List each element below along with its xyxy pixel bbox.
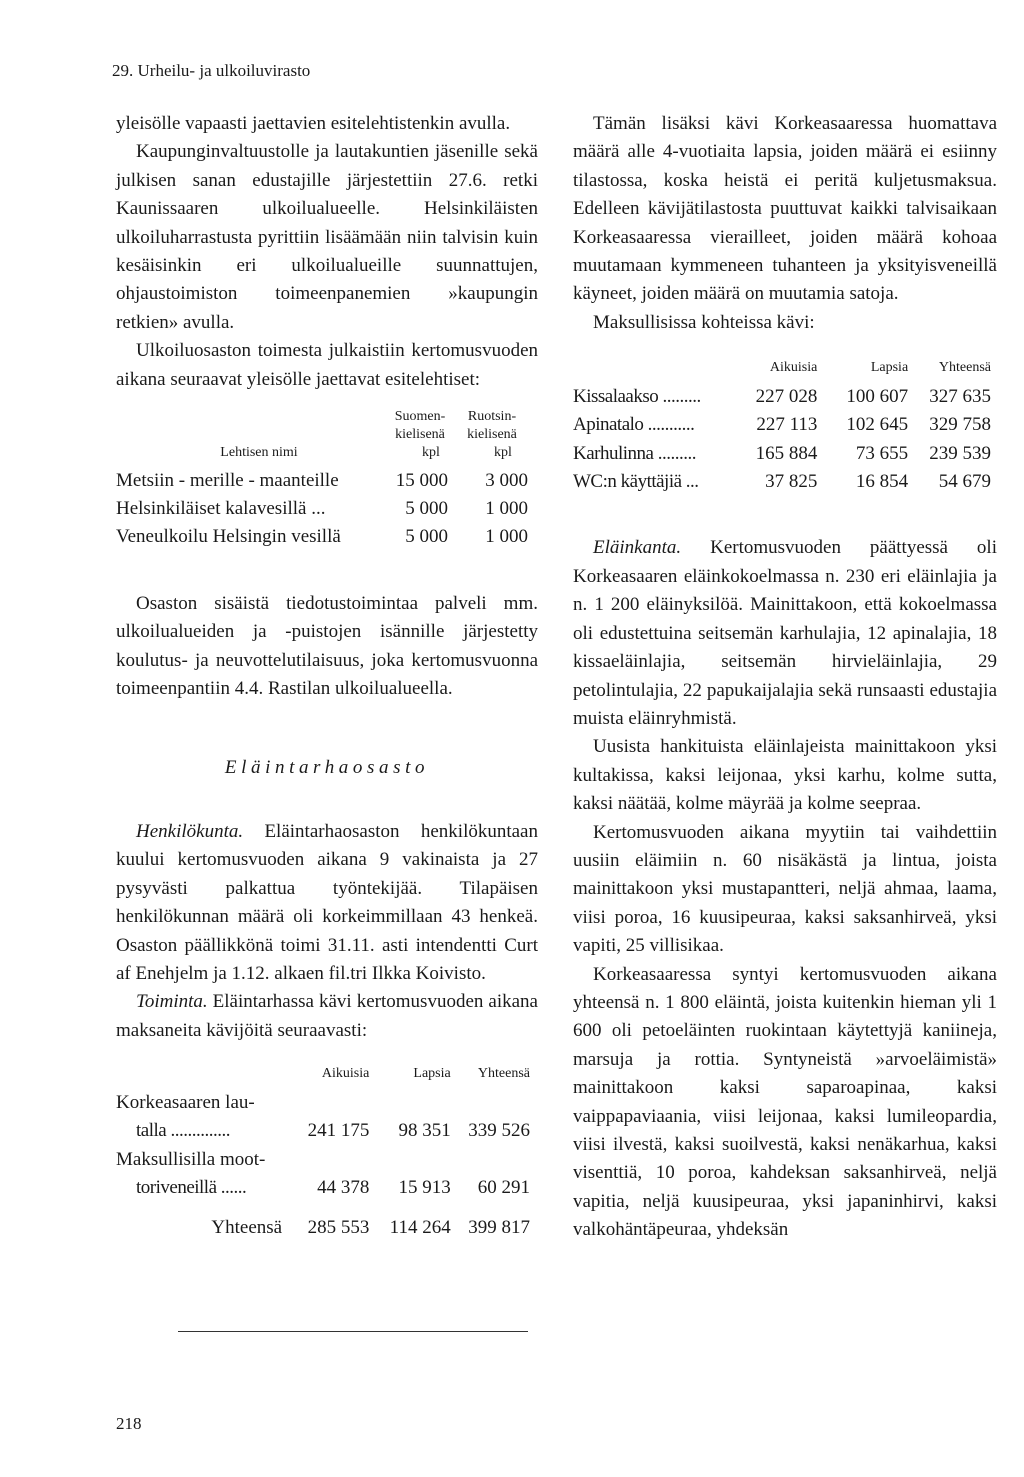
site-total: 239 539 — [929, 442, 991, 464]
site-name: Karhulinna ......... — [573, 442, 696, 464]
visitors-value: 44 378 — [317, 1176, 370, 1198]
lead-toiminta: Toiminta. — [136, 991, 208, 1013]
site-children: 102 645 — [846, 414, 909, 436]
sites-header-adults: Aikuisia — [769, 360, 818, 376]
left-paragraph-5 — [116, 818, 538, 988]
table-row — [116, 495, 528, 523]
visitors-value: 60 291 — [477, 1176, 530, 1198]
visitors-value: 98 351 — [398, 1120, 451, 1142]
leaflet-sv: 3 000 — [485, 469, 528, 491]
site-name: WC:n käyttäjiä ... — [573, 471, 699, 493]
leaflet-name: Helsinkiläiset kalavesillä ... — [116, 498, 326, 520]
right-paragraph-4: Uusista hankituista eläinlajeista mainittakoon yksi kultakissa, kaksi leijonaa, yksi karhu, kolme sutta, kaksi näätää, kolme mäyrää ja kolme seepraa. — [573, 736, 997, 815]
table-row — [116, 1174, 530, 1202]
visitors-row-1-label-a: Korkeasaaren lau- — [116, 1091, 255, 1113]
right-paragraph-1: Tämän lisäksi kävi Korkeasaaressa huomattava määrä alle 4-vuotiaita lapsia, joiden määrä ei esiinny tilastossa, koska heistä ei peritä kuljetusmaksua. Edelleen kävijätilastosta puuttuvat kaikki talvisaikaan Korkeasaaressa vierailleet, joiden määrä kohoaa muutamaan kymmeneen tuhanteen ja yksityisveneillä käyneet, joiden määrä on muutamia satoja. — [573, 113, 997, 305]
visitors-table — [116, 1057, 530, 1242]
leaflets-table — [116, 408, 528, 552]
visitors-total: 285 553 — [307, 1216, 370, 1238]
leaflet-name: Metsiin - merille - maanteille — [116, 469, 339, 491]
left-paragraph-1: yleisölle vapaasti jaettavien esitelehtistenkin avulla. — [116, 113, 511, 134]
visitors-total: 114 264 — [389, 1216, 451, 1238]
left-paragraph-2: Kaupunginvaltuustolle ja lautakuntien jäsenille sekä julkisen sanan edustajille järjestettiin 27.6. retki Kaunissaaren ulkoilualueelle. Helsinkiläisten ulkoiluharrastusta pyrittiin lisäämään niin talvisin kuin kesäisinkin eri ulkoilualueille suunnattujen, ohjaustoimiston toimeenpanemien »kaupungin retkien» avulla. — [116, 141, 538, 333]
visitors-total: 399 817 — [468, 1216, 530, 1238]
site-children: 73 655 — [855, 442, 909, 464]
site-adults: 227 113 — [756, 414, 818, 436]
visitors-row-1-label-b: talla .............. — [136, 1120, 230, 1142]
visitors-row-2-label-b: toriveneillä ...... — [136, 1176, 247, 1198]
site-total: 54 679 — [938, 471, 991, 493]
table-row — [573, 468, 991, 496]
sites-header-children: Lapsia — [870, 360, 909, 376]
site-adults: 165 884 — [755, 442, 818, 464]
leaflet-fi: 5 000 — [405, 526, 448, 548]
visitors-value: 241 175 — [307, 1120, 370, 1142]
section-title-text: Eläintarhaosasto — [224, 756, 430, 778]
left-paragraph-6-text: Eläintarhassa kävi kertomusvuoden aikana maksaneita kävijöitä seuraavasti: — [116, 991, 538, 1041]
table-row — [573, 411, 991, 439]
sites-header-total: Yhteensä — [938, 360, 991, 376]
lead-elainkanta: Eläinkanta. — [593, 537, 682, 559]
section-title — [116, 754, 538, 782]
right-column — [573, 110, 997, 1245]
visitors-value: 15 913 — [398, 1176, 451, 1198]
table-row — [116, 1202, 530, 1242]
table-row — [116, 462, 528, 495]
table-row — [116, 523, 528, 551]
sites-table — [573, 351, 991, 496]
right-paragraph-3-text: Kertomusvuoden päättyessä oli Korkeasaaren eläinkokoelmassa n. 230 eri eläinlajia ja n. 1 200 eläinyksilöä. Mainittakoon, että kokoelmassa oli edustettuina seitsemän karhulajia, 12 apinalajia, 18 kissaeläinlajia, seitsemän hirvieläinlajia, 29 petolintulajia, 22 papukaijalajia sekä runsaasti edustajia muista eläinryhmistä. — [573, 537, 997, 729]
leaflets-unit-sv: kpl — [494, 445, 512, 461]
left-paragraph-4: Osaston sisäistä tiedotustoimintaa palveli mm. ulkoilualueiden ja -puistojen isännille järjestetty koulutus- ja neuvottelutilaisuus, joka kertomusvuonna toimeenpantiin 4.4. Rastilan ulkoilualueella. — [116, 592, 538, 700]
visitors-total-label: Yhteensä — [211, 1216, 283, 1238]
leaflet-fi: 15 000 — [395, 469, 448, 491]
leaflets-header-name: Lehtisen nimi — [220, 445, 298, 461]
left-column — [116, 110, 538, 1242]
left-paragraph-6 — [116, 988, 538, 1045]
site-name: Apinatalo ........... — [573, 414, 695, 436]
leaflet-sv: 1 000 — [485, 526, 528, 548]
site-total: 329 758 — [929, 414, 991, 436]
table-row — [116, 1117, 530, 1145]
right-paragraph-2: Maksullisissa kohteissa kävi: — [593, 311, 815, 333]
site-adults: 227 028 — [755, 385, 818, 407]
right-paragraph-5: Kertomusvuoden aikana myytiin tai vaihdettiin uusiin eläimiin n. 60 nisäkästä ja lintua, joista mainittakoon yksi mustapantteri, neljä ahmaa, laama, viisi poroa, 16 kuusipeuraa, kaksi saksanhirveä, yksi vapiti, 25 villisikaa. — [573, 821, 997, 957]
leaflet-fi: 5 000 — [405, 498, 448, 520]
table-row — [573, 440, 991, 468]
left-paragraph-3: Ulkoiluosaston toimesta julkaistiin kertomusvuoden aikana seuraavat yleisölle jaettavat esitelehtiset: — [116, 340, 538, 390]
visitors-header-adults: Aikuisia — [321, 1066, 370, 1082]
leaflet-sv: 1 000 — [485, 498, 528, 520]
left-paragraph-5-text: Eläintarhaosaston henkilökuntaan kuului kertomusvuoden aikana 9 vakinaista ja 27 pysyvästi palkattua työntekijää. Tilapäisen henkilökunnan määrä oli korkeimmillaan 43 henkeä. Osaston päällikkönä toimi 31.11. asti intendentti Curt af Enehjelm ja 1.12. alkaen fil.tri Ilkka Koivisto. — [116, 820, 538, 984]
total-rule — [178, 1331, 528, 1332]
site-adults: 37 825 — [765, 471, 818, 493]
running-head: 29. Urheilu- ja ulkoiluvirasto — [112, 61, 311, 80]
visitors-header-total: Yhteensä — [477, 1066, 530, 1082]
leaflet-name: Veneulkoilu Helsingin vesillä — [116, 526, 341, 548]
page-number: 218 — [116, 1414, 142, 1433]
right-paragraph-6: Korkeasaaressa syntyi kertomusvuoden aikana yhteensä n. 1 800 eläintä, joista kuitenkin hieman yli 1 600 oli petoeläinten ruokintaan käytettyjä kaniineja, marsuja ja rottia. Syntyneistä »arvoeläimistä» mainittakoon kaksi saparoapinaa, kaksi vaippapaviaania, viisi leijonaa, kaksi lumileopardia, viisi ilvestä, kaksi suoilvestä, kaksi nenäkarhua, kaksi visenttiä, 10 poroa, kahdeksan saksanhirveä, neljä vapitia, neljä kuusipeuraa, yksi japaninhirvi, kaksi valkohäntäpeuraa, yhdeksän — [573, 963, 997, 1241]
leaflets-header-sv: Ruotsin-kielisenä — [467, 409, 517, 443]
table-row — [573, 377, 991, 411]
visitors-header-children: Lapsia — [413, 1066, 451, 1082]
site-name: Kissalaakso ......... — [573, 385, 701, 407]
leaflets-unit-fi: kpl — [422, 445, 440, 461]
table-row — [116, 1083, 530, 1117]
table-row — [116, 1146, 530, 1174]
lead-henkilokunta: Henkilökunta. — [136, 820, 244, 842]
site-children: 16 854 — [855, 471, 909, 493]
visitors-value: 339 526 — [468, 1120, 530, 1142]
site-children: 100 607 — [846, 385, 909, 407]
leaflets-header-fi: Suomen-kielisenä — [394, 409, 446, 443]
visitors-row-2-label-a: Maksullisilla moot- — [116, 1148, 266, 1170]
right-paragraph-3 — [573, 534, 997, 733]
site-total: 327 635 — [929, 385, 991, 407]
